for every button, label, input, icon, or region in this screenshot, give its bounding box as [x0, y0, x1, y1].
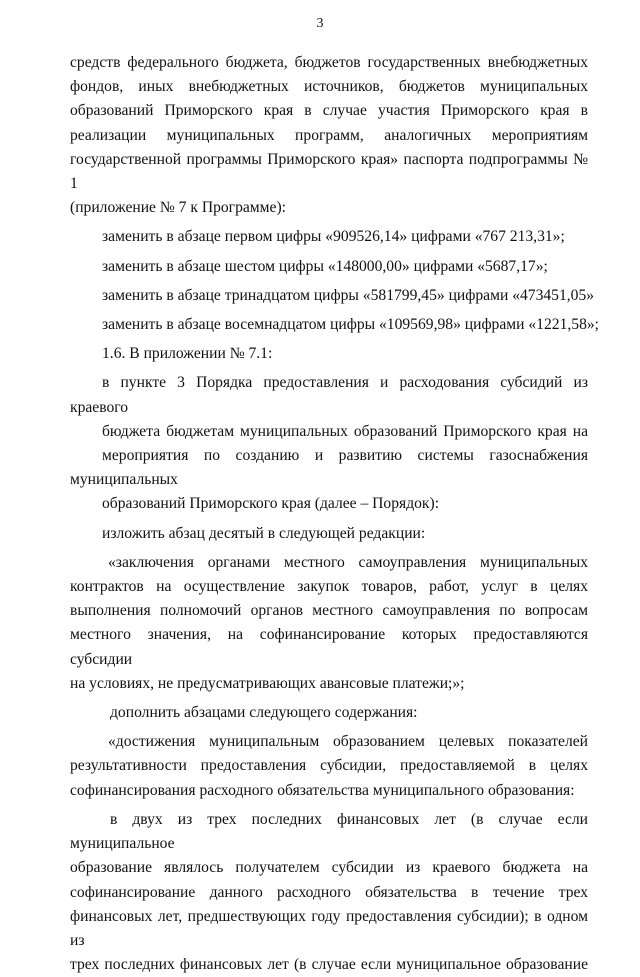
text-line: софинансирование данного расходного обязательства в течение трех — [70, 883, 588, 901]
text-line: образование являлось получателем субсидии из краевого бюджета на — [70, 859, 588, 877]
paragraph-achievement-quote — [70, 730, 588, 803]
replacement-item-first: заменить в абзаце первом цифры «909526,14» цифрами «767 213,31»; — [102, 228, 565, 246]
document-body — [70, 51, 599, 977]
text-line: результативности предоставления субсидии, предоставляемой в целях — [70, 757, 588, 775]
text-line: на условиях, не предусматривающих авансовые платежи;»; — [70, 674, 465, 692]
paragraph-contracts-quote — [70, 551, 588, 696]
text-line: бюджета бюджетам муниципальных образований Приморского края на — [102, 422, 588, 440]
replacement-item-eighteenth: заменить в абзаце восемнадцатом цифры «109569,98» цифрами «1221,58»; — [102, 316, 599, 334]
text-line: софинансирования расходного обязательства муниципального образования: — [70, 781, 575, 799]
text-line: реализации муниципальных программ, аналогичных мероприятиям — [70, 126, 588, 144]
text-line: контрактов на осуществление закупок товаров, работ, услуг в целях — [70, 578, 588, 596]
text-line: государственной программы Приморского края» паспорта подпрограммы № 1 — [70, 150, 588, 193]
text-line: образований Приморского края в случае участия Приморского края в — [70, 102, 588, 120]
text-line: мероприятия по созданию и развитию системы газоснабжения муниципальных — [70, 447, 588, 489]
instruction-add — [70, 701, 588, 725]
replacement-item-sixth: заменить в абзаце шестом цифры «148000,00» цифрами «5687,17»; — [102, 257, 548, 275]
text-line: местного значения, на софинансирование которых предоставляются субсидии — [70, 626, 588, 668]
replacement-list — [70, 225, 599, 366]
text-line: фондов, иных внебюджетных источников, бюджетов муниципальных — [70, 78, 588, 96]
paragraph-procedure — [70, 371, 588, 516]
text-line: в двух из трех последних финансовых лет (в случае если муниципальное — [70, 810, 588, 853]
page-number: 3 — [316, 16, 324, 31]
instruction-state — [70, 522, 588, 546]
replacement-item-thirteenth: заменить в абзаце тринадцатом цифры «581799,45» цифрами «473451,05» — [102, 286, 595, 304]
text-line: «достижения муниципальным образованием целевых показателей — [108, 733, 588, 751]
text-line: трех последних финансовых лет (в случае если муниципальное образование — [70, 956, 588, 974]
text-line: в пункте 3 Порядка предоставления и расходования субсидий из краевого — [70, 374, 588, 416]
text-line: «заключения органами местного самоуправления муниципальных — [108, 553, 588, 571]
text-line: выполнения полномочий органов местного самоуправления по вопросам — [70, 602, 588, 620]
text-line: изложить абзац десятый в следующей редакции: — [102, 524, 426, 542]
paragraph-budget-sources — [70, 51, 588, 220]
text-line: средств федерального бюджета, бюджетов государственных внебюджетных — [70, 54, 588, 71]
paragraph-financial-years — [70, 808, 588, 977]
text-line: (приложение № 7 к Программе): — [70, 199, 286, 217]
text-line: образований Приморского края (далее – Порядок): — [102, 495, 440, 513]
text-line: финансовых лет, предшествующих году предоставления субсидии); в одном из — [70, 907, 588, 949]
text-line: дополнить абзацами следующего содержания: — [110, 704, 418, 722]
section-heading: 1.6. В приложении № 7.1: — [102, 345, 273, 363]
